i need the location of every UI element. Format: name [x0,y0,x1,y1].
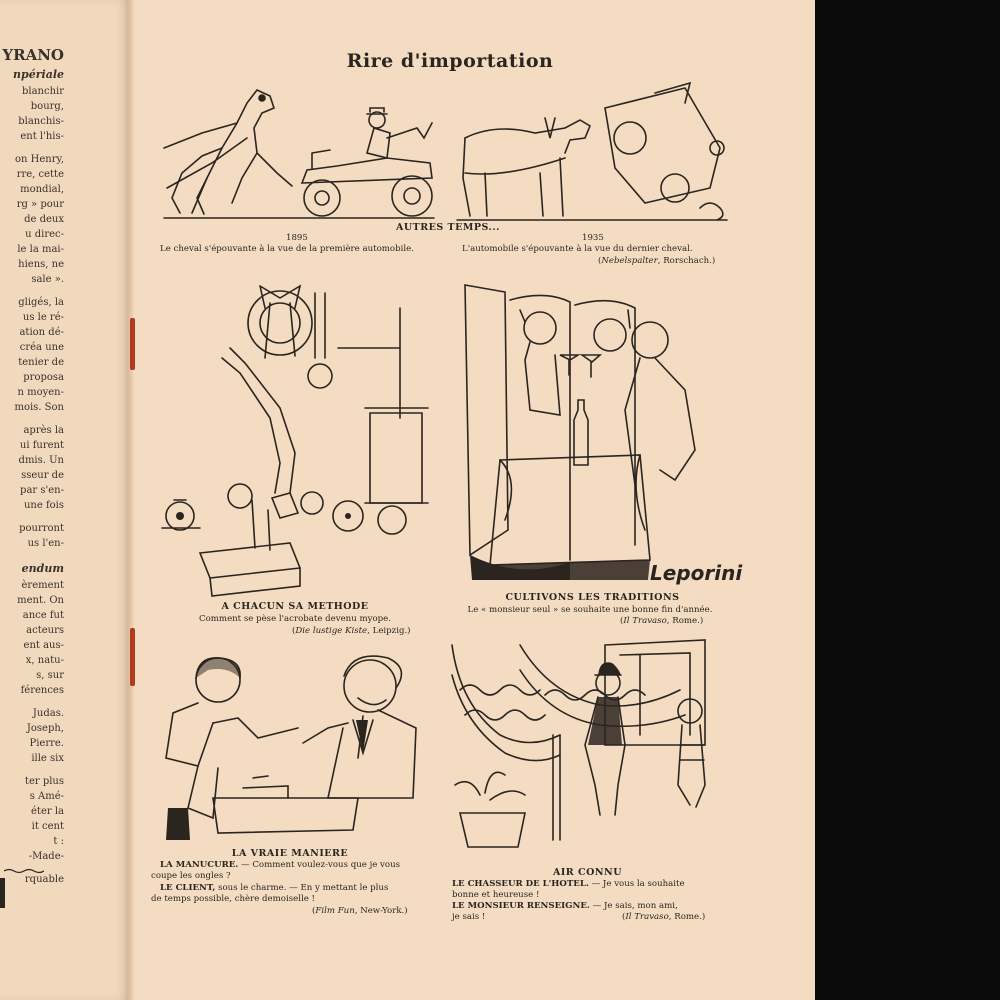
left-section1-line: une fois [23,500,64,511]
left-section1-line: sseur de [21,470,64,481]
left-header: YRANO [2,46,64,64]
cartoon4-heading: LA VRAIE MANIERE [231,848,349,859]
left-section1-line: hiens, ne [18,259,64,270]
left-section2-line: s Amé- [29,791,64,802]
hotel-bellboy-staircase-drawing [450,635,720,863]
cartoon4-source-name: Film Fun [315,906,355,916]
cartoon5-heading: AIR CONNU [552,867,622,878]
left-section1-line: rre, cette [16,169,64,180]
left-section1-line: mois. Son [14,402,64,413]
left-section2-title: endum [21,562,64,575]
cartoon1-source-city: , Rorschach.) [657,256,716,266]
left-section1-line: gligés, la [18,297,64,308]
left-section1-line: créa une [19,342,64,353]
cartoon3-signature: Leporini [650,561,743,585]
cartoon5-source-name: Il Travaso [625,912,669,922]
cartoon3-heading: CULTIVONS LES TRADITIONS [505,592,680,603]
cartoon4-text1: — Comment voulez-vous que je vous [238,860,401,870]
cartoon4-text2: sous le charme. — En y mettant le plus [215,883,389,893]
horse-and-first-automobile-drawing [162,78,437,223]
left-page-fragment [0,0,130,1000]
left-section1-line: tenier de [18,357,64,368]
left-section1-line: ent l'his- [20,131,64,142]
manicurist-and-client-drawing [158,648,420,846]
cartoon3-source-name: Il Travaso [623,616,667,626]
cartoon4-line1-cont: coupe les ongles ? [151,871,231,881]
binding-mark-bottom [130,628,135,686]
left-section1-line: us l'en- [27,538,64,549]
cartoon5-text2: — Je sais, mon ami, [589,901,678,911]
left-section1-line: pourront [19,523,64,534]
binding-mark-top [130,318,135,370]
left-section2-line: ille six [31,753,64,764]
cartoon1-year-left: 1895 [286,233,308,243]
left-section1-line: rg » pour [16,199,64,210]
cartoon-autres-temps-left [162,78,437,223]
cartoon1-source: (Nebelspalter, Rorschach.) [598,256,716,266]
left-section1-line: u direc- [25,229,64,240]
left-section1-line: dmis. Un [18,455,64,466]
left-section1-line: us le ré- [22,312,64,323]
cartoon4-line2-cont: de temps possible, chère demoiselle ! [151,894,315,904]
left-section1-line: le la mai- [17,244,64,255]
cartoon-acrobat [160,278,430,598]
left-section1-line: après la [23,425,64,436]
left-section2-line: acteurs [26,625,64,636]
cartoon4-source: (Film Fun, New-York.) [312,906,408,916]
left-section1-line: sale ». [31,274,64,285]
cartoon5-speaker2: LE MONSIEUR RENSEIGNE. [452,901,590,911]
left-section2-line: férences [20,685,64,696]
left-section2-line [0,766,64,774]
left-section2-line: s, sur [36,670,64,681]
cartoon4-line2 [160,883,388,894]
left-section2-line: Judas. [32,708,64,719]
acrobat-on-scale-drawing [160,278,430,598]
cartoon2-source-city: , Leipzig.) [367,626,411,636]
cartoon5-text1: — Je vous la souhaite [588,879,685,889]
left-section2-line: ent aus- [23,640,64,651]
cartoon1-caption-right: L'automobile s'épouvante à la vue du dernier cheval. [462,244,693,254]
cartoon3-source: (Il Travaso, Rome.) [620,616,704,626]
cartoon2-source-name: Die lustige Kiste [295,626,368,636]
cartoon1-heading: AUTRES TEMPS... [396,222,500,233]
left-section1-line [0,144,64,152]
page-title: Rire d'importation [346,50,554,72]
left-section1-line: mondial, [20,184,64,195]
last-horse-and-scared-automobile-drawing [455,78,730,223]
cartoon-hotel-staircase [450,635,720,863]
left-section1-line: n moyen- [17,387,64,398]
cartoon2-caption: Comment se pèse l'acrobate devenu myope. [199,614,391,624]
cartoon2-source: (Die lustige Kiste, Leipzig.) [292,626,411,636]
cartoon-autres-temps-right [455,78,730,223]
left-section2-line: it cent [31,821,64,832]
left-section2-line [0,698,64,706]
cartoon3-source-city: , Rome.) [666,616,704,626]
cartoon1-caption-left: Le cheval s'épouvante à la vue de la première automobile. [160,244,414,254]
cartoon1-source-name: Nebelspalter [601,256,658,266]
cartoon4-speaker1: LA MANUCURE. [160,860,239,870]
left-section2-line: t : [53,836,64,847]
left-section2-line: x, natu- [25,655,64,666]
left-black-mark [0,878,5,908]
left-section2-line: éter la [31,806,64,817]
left-section2-line: -Made- [28,851,64,862]
cartoon5-line2 [452,901,678,912]
cartoon5-line1-cont: bonne et heureuse ! [452,890,540,900]
page-gutter [128,0,134,1000]
monsieur-seul-mirrors-drawing [460,280,720,585]
cartoon5-source: (Il Travaso, Rome.) [622,912,706,922]
left-section1-line: par s'en- [20,485,64,496]
left-section2-line: èrement [21,580,64,591]
left-section2-line: ter plus [24,776,64,787]
dark-background [815,0,1000,1000]
left-section1-body [0,84,64,551]
left-section2-line: Pierre. [29,738,64,749]
left-divider-wave [4,868,44,874]
cartoon2-heading: A CHACUN SA METHODE [221,601,369,612]
cartoon4-source-city: , New-York.) [354,906,408,916]
left-section1-line [0,415,64,423]
cartoon5-line1 [452,879,685,890]
cartoon3-caption: Le « monsieur seul » se souhaite une bonne fin d'année. [467,605,713,615]
left-section1-line: bourg, [30,101,64,112]
cartoon4-line1 [160,860,400,871]
left-section1-line [0,513,64,521]
left-column-text [0,44,64,887]
left-section1-line: ui furent [19,440,64,451]
cartoon1-year-right: 1935 [582,233,604,243]
cartoon4-speaker2: LE CLIENT, [160,883,216,893]
left-section1-line [0,287,64,295]
left-section1-line: on Henry, [15,154,64,165]
left-section2-line: ment. On [17,595,64,606]
cartoon5-speaker1: LE CHASSEUR DE L'HOTEL. [452,879,589,889]
cartoon-mirrors [460,280,720,585]
left-section2-body [0,578,64,887]
left-section2-line: rquable [24,874,64,885]
left-section1-line: de deux [24,214,64,225]
cartoon5-line2-cont: je sais ! [452,912,486,922]
left-section1-line: ation dé- [19,327,64,338]
left-section1-line: proposa [23,372,64,383]
left-section1-line: blanchis- [18,116,64,127]
cartoon-manicure [158,648,420,846]
left-section1-title: npériale [13,68,64,81]
cartoon5-source-city: , Rome.) [668,912,706,922]
left-section2-line: ance fut [22,610,64,621]
left-section1-line: blanchir [21,86,64,97]
left-section2-line: Joseph, [26,723,64,734]
